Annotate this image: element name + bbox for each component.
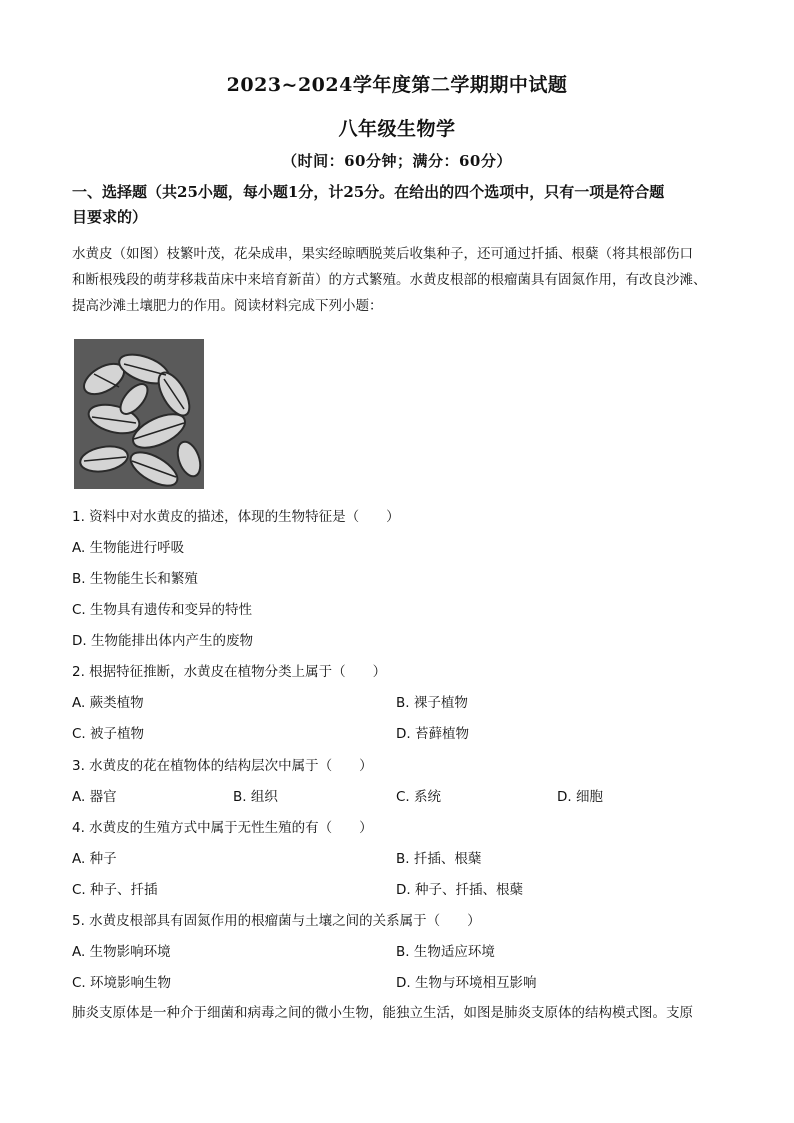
question-4-option-d: D. 种子、扦插、根蘖 xyxy=(396,882,523,898)
question-5-option-a: A. 生物影响环境 xyxy=(72,944,171,960)
passage-line-1: 水黄皮（如图）枝繁叶茂，花朵成串，果实经晾晒脱荚后收集种子，还可通过扦插、根蘖（将其根部伤口 xyxy=(72,246,693,262)
question-2-option-a: A. 蕨类植物 xyxy=(72,695,144,711)
question-4-option-a: A. 种子 xyxy=(72,851,117,867)
question-1-option-a: A. 生物能进行呼吸 xyxy=(72,540,185,556)
exam-subtitle: 八年级生物学 xyxy=(338,118,456,140)
passage-line-2: 和断根残段的萌芽移栽苗床中来培育新苗）的方式繁殖。水黄皮根部的根瘤菌具有固氮作用，有改良沙滩、 xyxy=(72,272,707,288)
section-heading-line-1: 一、选择题（共25小题，每小题1分，计25分。在给出的四个选项中，只有一项是符合题 xyxy=(72,183,665,201)
question-1-option-c: C. 生物具有遗传和变异的特性 xyxy=(72,602,253,618)
question-3-stem: 3. 水黄皮的花在植物体的结构层次中属于（ ） xyxy=(72,758,373,774)
passage2-line-1: 肺炎支原体是一种介于细菌和病毒之间的微小生物，能独立生活，如图是肺炎支原体的结构模式图。支原 xyxy=(72,1005,693,1021)
question-4-stem: 4. 水黄皮的生殖方式中属于无性生殖的有（ ） xyxy=(72,820,373,836)
question-4-option-c: C. 种子、扦插 xyxy=(72,882,158,898)
question-3-option-a: A. 器官 xyxy=(72,789,117,805)
passage-line-3: 提高沙滩土壤肥力的作用。阅读材料完成下列小题： xyxy=(72,298,383,314)
question-5-stem: 5. 水黄皮根部具有固氮作用的根瘤菌与土壤之间的关系属于（ ） xyxy=(72,913,481,929)
question-5-option-c: C. 环境影响生物 xyxy=(72,975,172,991)
question-1-option-b: B. 生物能生长和繁殖 xyxy=(72,571,198,587)
question-2-option-c: C. 被子植物 xyxy=(72,726,145,742)
question-4-option-b: B. 扦插、根蘖 xyxy=(396,851,482,867)
passage-mycoplasma xyxy=(72,1000,732,1026)
question-5-option-d: D. 生物与环境相互影响 xyxy=(396,975,537,991)
exam-title: 2023~2024学年度第二学期期中试题 xyxy=(226,74,568,96)
passage-water-yellow-bark xyxy=(72,241,732,319)
question-5-option-b: B. 生物适应环境 xyxy=(396,944,495,960)
question-2-option-b: B. 裸子植物 xyxy=(396,695,468,711)
question-3-option-d: D. 细胞 xyxy=(557,789,603,805)
question-3-option-b: B. 组织 xyxy=(233,789,278,805)
exam-time-score-info: （时间：60分钟；满分：60分） xyxy=(282,152,512,170)
plant-photo-graphic xyxy=(74,339,204,489)
section-heading-line-2: 目要求的） xyxy=(72,208,148,226)
question-3-option-c: C. 系统 xyxy=(396,789,442,805)
question-1-option-d: D. 生物能排出体内产生的废物 xyxy=(72,633,253,649)
section-heading xyxy=(72,180,732,230)
question-2-option-d: D. 苔藓植物 xyxy=(396,726,469,742)
question-1-stem: 1. 资料中对水黄皮的描述，体现的生物特征是（ ） xyxy=(72,509,400,525)
plant-photo-icon xyxy=(74,339,204,489)
question-2-stem: 2. 根据特征推断，水黄皮在植物分类上属于（ ） xyxy=(72,664,387,680)
